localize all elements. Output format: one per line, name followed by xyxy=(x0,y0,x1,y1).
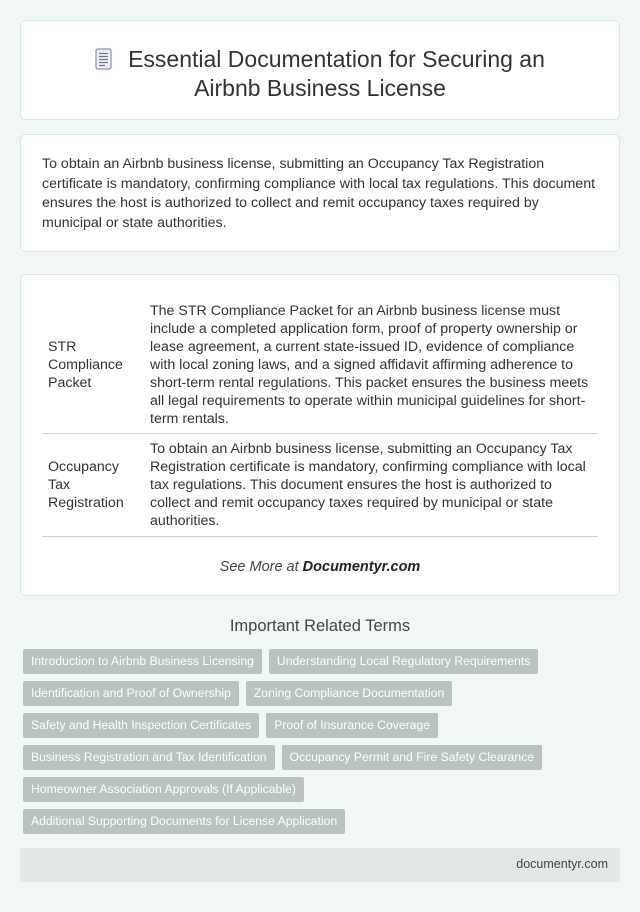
tag-link[interactable]: Proof of Insurance Coverage xyxy=(266,713,438,738)
table-definition: To obtain an Airbnb business license, submitting an Occupancy Tax Registration certificate is mandatory, confirming compliance with local tax regulations. This document ensures the host is authorized to collect and remit occupancy taxes required by municipal or state authorities. xyxy=(146,433,598,536)
table-term: STR Compliance Packet xyxy=(42,297,146,433)
document-icon xyxy=(95,48,112,70)
title-line-1: Essential Documentation for Securing an xyxy=(128,46,545,72)
footer-link[interactable]: documentyr.com xyxy=(516,857,608,871)
tag-link[interactable]: Additional Supporting Documents for License Application xyxy=(23,809,345,834)
intro-text: To obtain an Airbnb business license, submitting an Occupancy Tax Registration certificate is mandatory, confirming compliance with local tax regulations. This document ensures the host is authorized to collect and remit occupancy taxes required by municipal or state authorities. xyxy=(42,156,596,231)
tag-link[interactable]: Understanding Local Regulatory Requirements xyxy=(269,649,538,674)
intro-card xyxy=(20,134,620,252)
table-definition: The STR Compliance Packet for an Airbnb business license must include a completed application form, proof of property ownership or lease agreement, a current state-issued ID, evidence of compliance with local zoning laws, and a signed affidavit affirming adherence to short-term rental regulations. This packet ensures the business meets all legal requirements to operate within municipal guidelines for short-term rentals. xyxy=(146,297,598,433)
tag-link[interactable]: Business Registration and Tax Identification xyxy=(23,745,275,770)
tag-link[interactable]: Zoning Compliance Documentation xyxy=(246,681,452,706)
related-tags xyxy=(23,649,603,841)
tag-link[interactable]: Safety and Health Inspection Certificates xyxy=(23,713,259,738)
title-line-2: Airbnb Business License xyxy=(194,75,446,101)
see-more-prefix: See More at xyxy=(219,559,303,575)
footer xyxy=(20,848,620,882)
table-row xyxy=(42,297,598,433)
see-more-site[interactable]: Documentyr.com xyxy=(302,559,421,575)
table-row xyxy=(42,433,598,536)
title-card xyxy=(20,20,620,120)
see-more-link[interactable] xyxy=(21,559,619,575)
tag-link[interactable]: Introduction to Airbnb Business Licensing xyxy=(23,649,262,674)
tag-link[interactable]: Identification and Proof of Ownership xyxy=(23,681,239,706)
tag-link[interactable]: Homeowner Association Approvals (If Applicable) xyxy=(23,777,304,802)
page-title xyxy=(21,45,619,103)
related-terms-heading: Important Related Terms xyxy=(229,617,411,635)
documents-table xyxy=(42,297,598,537)
tag-link[interactable]: Occupancy Permit and Fire Safety Clearance xyxy=(282,745,543,770)
table-term: Occupancy Tax Registration xyxy=(42,433,146,536)
table-card xyxy=(20,274,620,596)
